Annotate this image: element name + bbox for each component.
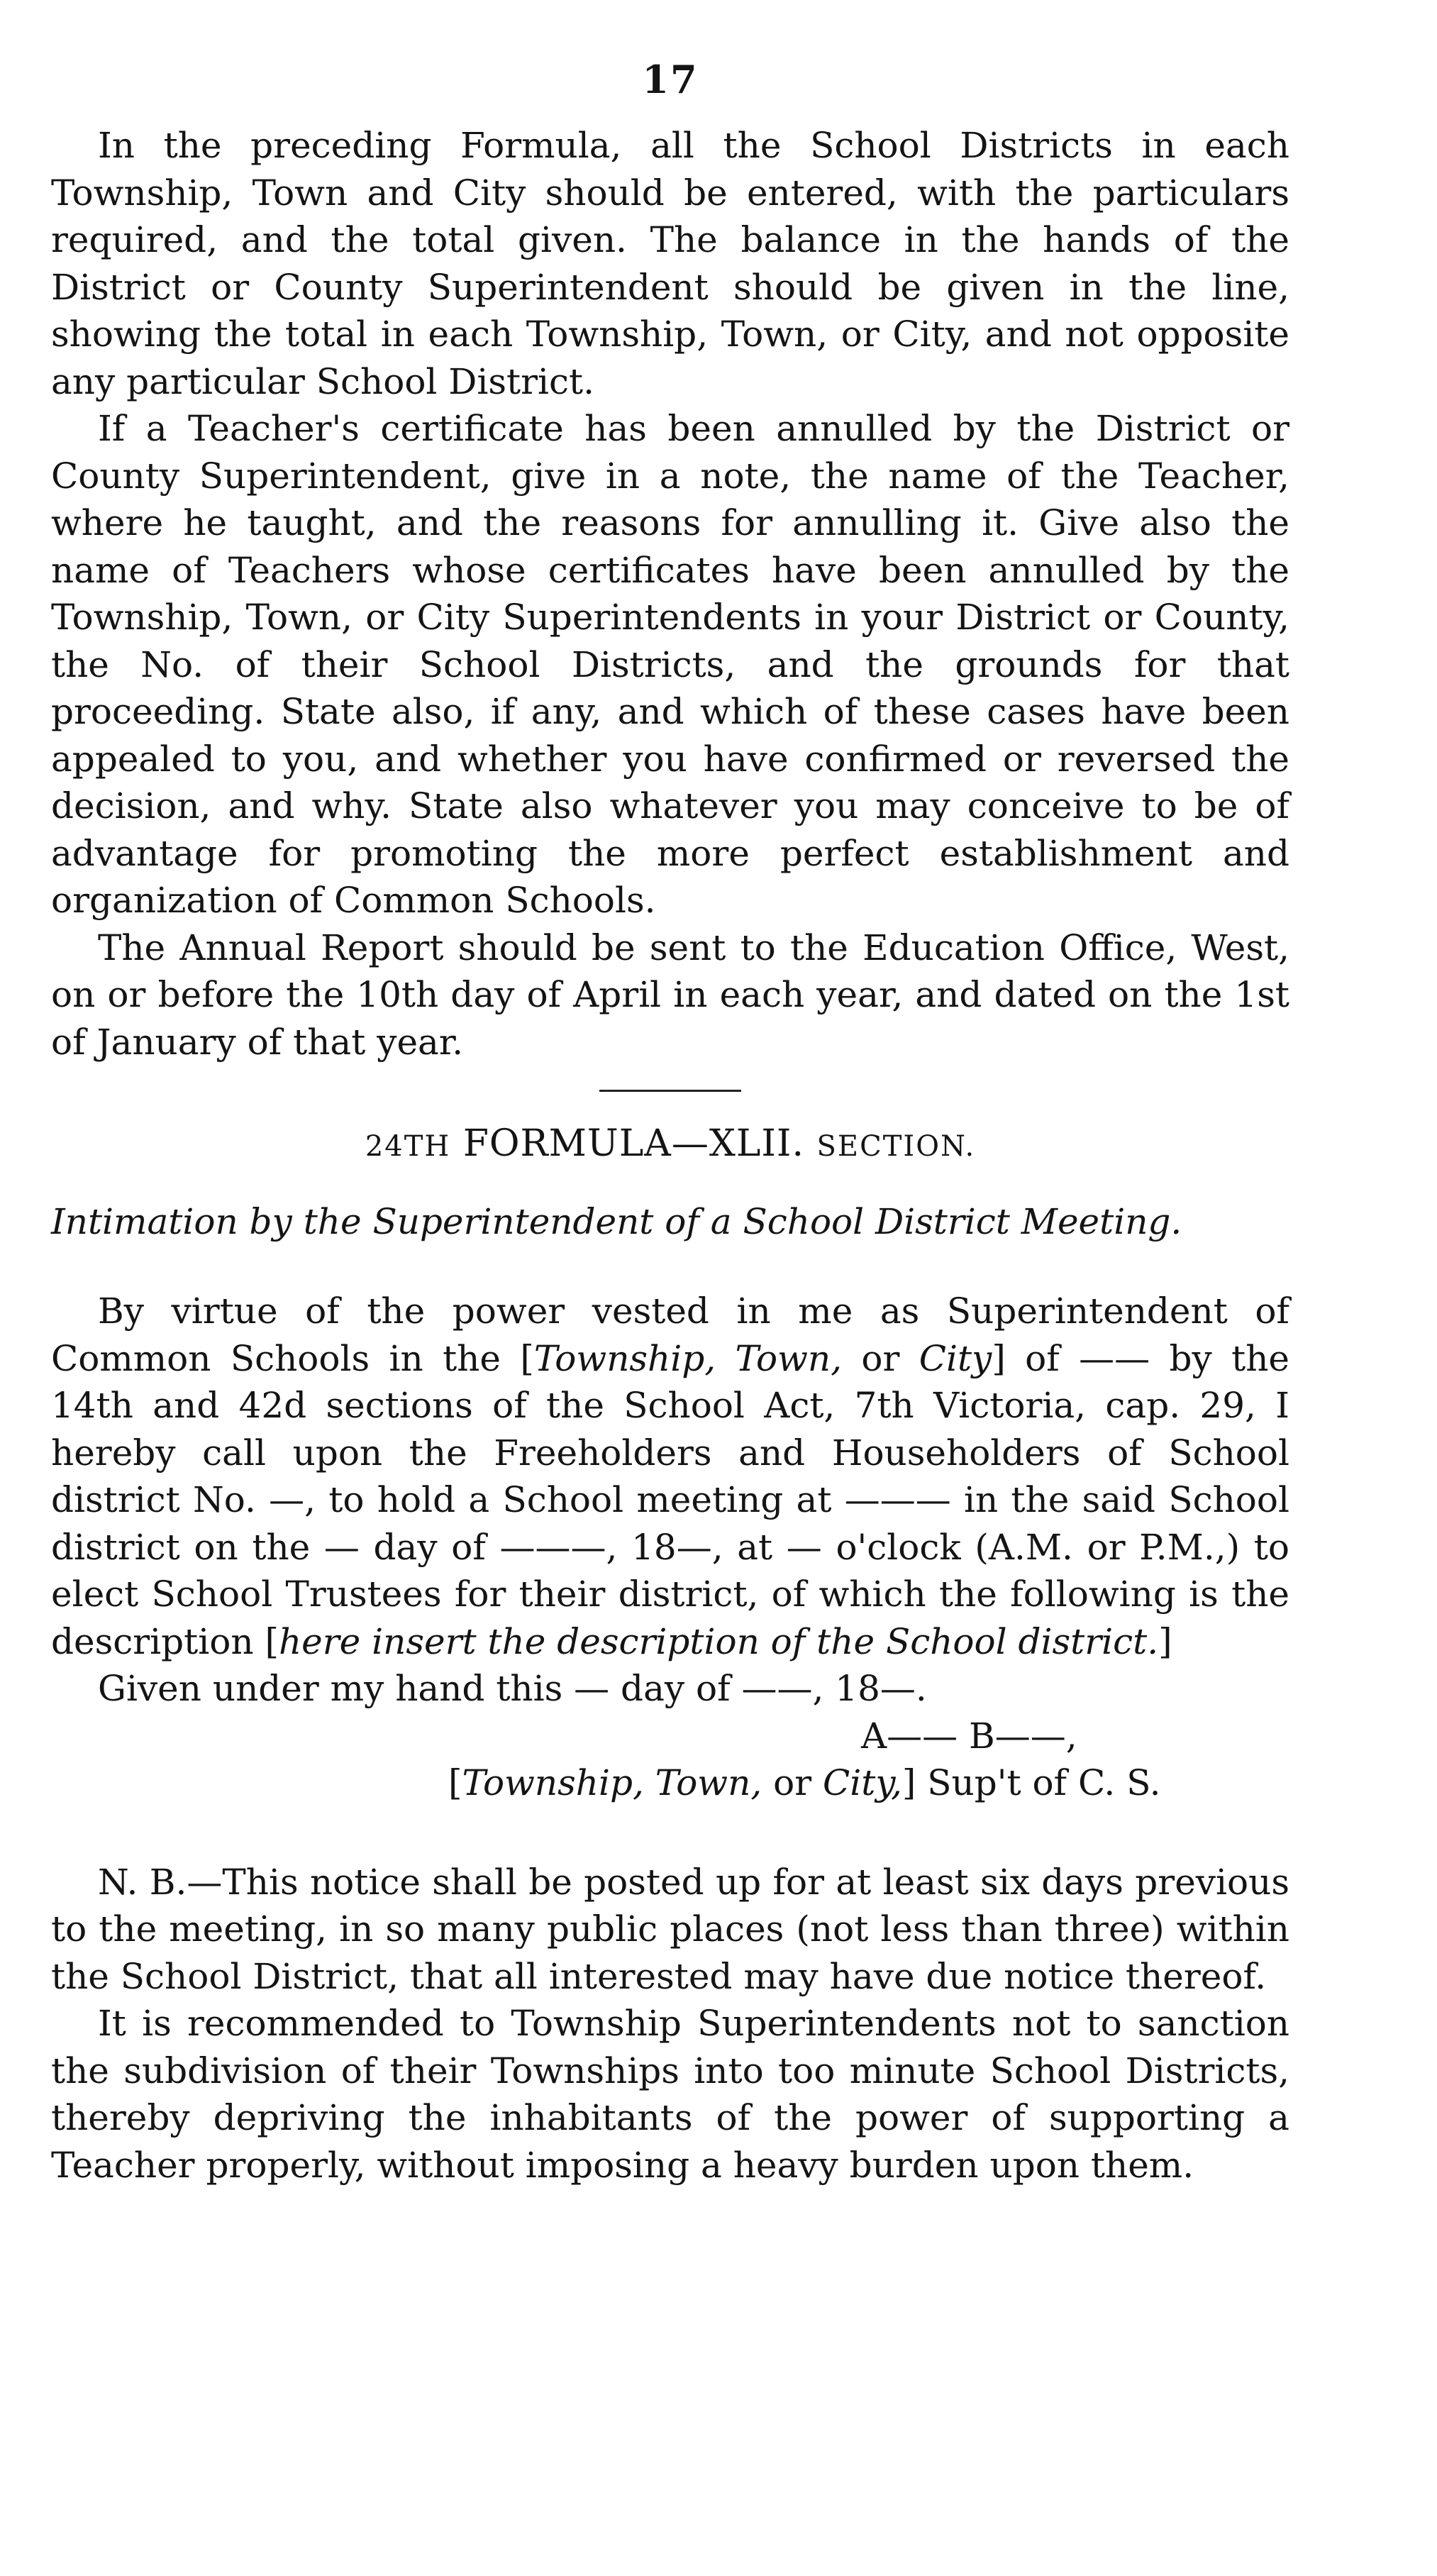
formula-heading	[51, 1120, 1289, 1170]
notice-text-a: By virtue of the power vested in me as Superintendent of Common Schools in the [	[51, 1290, 1289, 1379]
paragraph-recommendation: It is recommended to Township Superintendents not to sanction the subdivision of their Townships into too minute School Districts, thereby depriving the inhabitants of the power of supporting a Teacher properly, without imposing a heavy burden upon them.	[51, 2003, 1289, 2186]
document-page	[51, 57, 1289, 2189]
sig-rest: ] Sup't of C. S.	[901, 1762, 1161, 1803]
paragraph-annulled-certificates: If a Teacher's certificate has been annulled by the District or County Superintendent, give in a note, the name of the Teacher, where he taught, and the reasons for annulling it. Give also the name of Teachers whose certificates have been annulled by the Township, Town, or City Superintendents in your District or County, the No. of their School Districts, and the grounds for that proceeding. State also, if any, and which of these cases have been appealed to you, and whether you have confirmed or reversed the decision, and why. State also whatever you may conceive to be of advantage for promoting the more perfect establishment and organization of Common Schools.	[51, 408, 1289, 921]
notice-city-italic: City	[919, 1337, 992, 1379]
notice-text-c: ]	[1158, 1620, 1172, 1662]
paragraph-nota-bene: N. B.—This notice shall be posted up for at least six days previous to the meeting, in so many public places (not less than three) within the School District, that all interested may have due notice thereof.	[51, 1861, 1289, 1997]
formula-section: SECTION.	[816, 1130, 976, 1163]
sig-place-italic: Township, Town,	[462, 1762, 762, 1803]
formula-title: FORMULA—XLII.	[462, 1122, 804, 1165]
notice-or: or	[841, 1337, 919, 1379]
formula-subtitle: Intimation by the Superintendent of a School District Meeting.	[51, 1201, 1182, 1242]
signature-title	[51, 1759, 1289, 1806]
formula-number: 24TH	[365, 1130, 451, 1163]
notice-insert-italic: here insert the description of the School district.	[278, 1620, 1159, 1662]
sig-city-italic: City,	[823, 1762, 902, 1803]
paragraph-annual-report: The Annual Report should be sent to the Education Office, West, on or before the 10th day of April in each year, and dated on the 1st of January of that year.	[51, 927, 1289, 1063]
notice-place-italic: Township, Town,	[533, 1337, 842, 1379]
page-number: 17	[642, 57, 699, 102]
section-divider	[599, 1090, 741, 1092]
notice-given-line: Given under my hand this — day of ——, 18—.	[98, 1668, 927, 1709]
sig-or: or	[762, 1762, 823, 1803]
sig-bracket: [	[448, 1762, 462, 1803]
signature-name: A—— B——,	[861, 1715, 1077, 1757]
notice-text-b: ] of —— by the 14th and 42d sections of the School Act, 7th Victoria, cap. 29, I hereby call upon the Freeholders and Householders of School district No. —, to hold a School meeting at ——— in the said School district on the — day of ———, 18—, at — o'clock (A.M. or P.M.,) to elect School Trustees for their district, of which the following is the description [	[51, 1337, 1290, 1662]
paragraph-formula-instructions: In the preceding Formula, all the School Districts in each Township, Town and City should be entered, with the particulars required, and the total given. The balance in the hands of the District or County Superintendent should be given in the line, showing the total in each Township, Town, or City, and not opposite any particular School District.	[51, 125, 1289, 402]
notice-body	[51, 1288, 1289, 1665]
